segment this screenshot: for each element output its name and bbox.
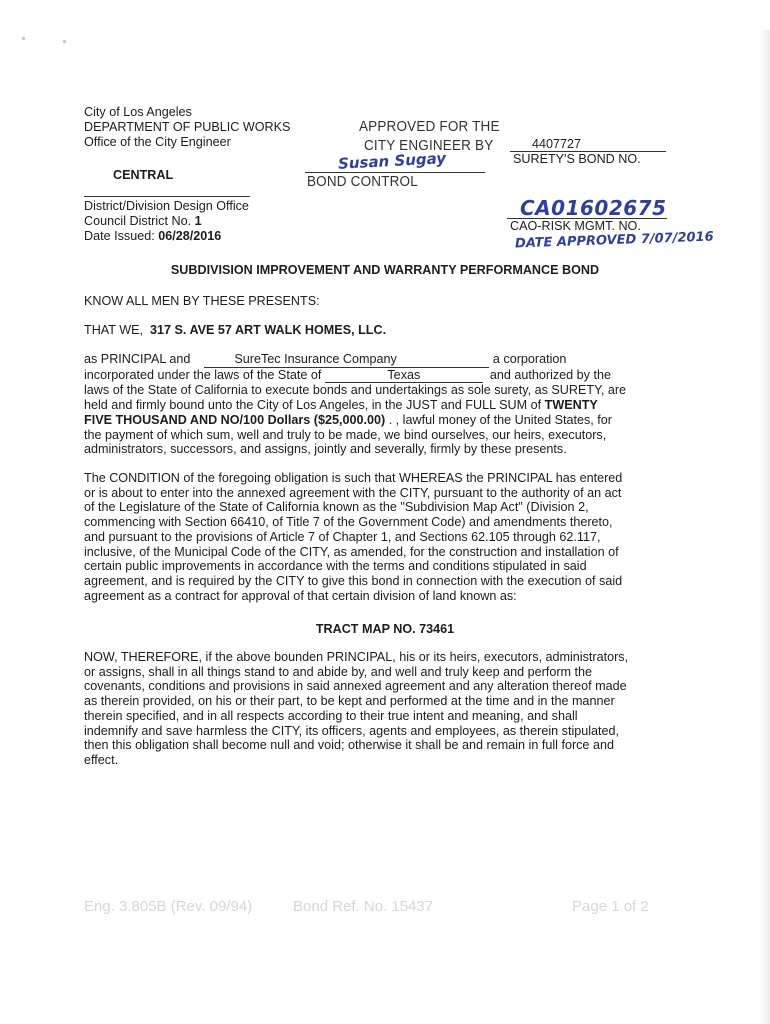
- p2-line: The CONDITION of the foregoing obligation is such that WHEREAS the PRINCIPAL has entered: [84, 471, 623, 485]
- cao-number-handwritten: CA01602675: [520, 196, 667, 220]
- p3-line: indemnify and save harmless the CITY, its officers, agents and employees, as therein stipulated,: [84, 723, 620, 738]
- p2-line: certain public improvements in accordance with the terms and conditions stipulated in said: [84, 559, 587, 574]
- approval-stamp-line3: BOND CONTROL: [307, 173, 418, 190]
- district-underline: [84, 196, 250, 197]
- date-issued-label: Date Issued:: [84, 229, 155, 243]
- principal-name: 317 S. AVE 57 ART WALK HOMES, LLC.: [150, 323, 387, 337]
- p1-line3: laws of the State of California to execute bonds and undertakings as sole surety, as SURETY, are: [84, 383, 627, 398]
- department-name: DEPARTMENT OF PUBLIC WORKS: [84, 120, 291, 134]
- date-issued-value: 06/28/2016: [158, 229, 222, 243]
- p1-line2-b: and authorized by the: [489, 367, 611, 382]
- surety-bond-number: 4407727: [532, 137, 582, 151]
- design-office-label: District/Division Design Office: [84, 199, 249, 213]
- tract-map-number: TRACT MAP NO. 73461: [315, 622, 455, 636]
- scan-speck: [63, 40, 66, 43]
- p3-line: therein specified, and in all respects according to their true intent and meaning, and shall: [84, 708, 578, 723]
- intro-text: KNOW ALL MEN BY THESE PRESENTS:: [84, 294, 320, 308]
- council-district: [84, 214, 202, 229]
- p1-line6: the payment of which sum, well and truly to be made, we bind ourselves, our heirs, executors,: [84, 427, 607, 442]
- approval-stamp-line2: CITY ENGINEER BY: [364, 137, 494, 154]
- bond-reference: Bond Ref. No. 15437: [293, 898, 434, 915]
- p2-line: or is about to enter into the annexed agreement with the CITY, pursuant to the authority of an act: [84, 485, 622, 500]
- city-name: City of Los Angeles: [84, 105, 192, 119]
- p2-line: agreement as a contract for approval of that certain division of land known as:: [84, 588, 517, 603]
- p1-line1-a: as PRINCIPAL and: [84, 352, 191, 366]
- p3-line: then this obligation shall become null and void; otherwise it shall be and remain in full force and: [84, 738, 614, 753]
- p1-line4-b: TWENTY: [544, 398, 598, 413]
- p1-line5-b: . , lawful money of the United States, for: [388, 412, 612, 427]
- p1-line7: administrators, successors, and assigns, jointly and severally, firmly by these presents.: [84, 442, 567, 457]
- paragraph-therefore: [84, 650, 684, 768]
- scan-edge-shadow: [758, 30, 770, 1024]
- form-number: Eng. 3.805B (Rev. 09/94): [84, 898, 253, 915]
- p2-line: of the Legislature of the State of California known as the "Subdivision Map Act" (Division 2,: [84, 500, 589, 515]
- cao-risk-label: CAO-RISK MGMT. NO.: [510, 219, 641, 233]
- office-name: Office of the City Engineer: [84, 135, 231, 149]
- approval-stamp-line1: APPROVED FOR THE: [359, 118, 500, 135]
- p3-line: or assigns, shall in all things stand to and abide by, and well and truly keep and perform the: [84, 664, 593, 679]
- p2-line: and pursuant to the provisions of Article 7 of Chapter 1, and Sections 62.105 through 62.117,: [84, 529, 601, 544]
- state-field: Texas: [325, 368, 483, 384]
- p3-line: covenants, conditions and provisions in said annexed agreement and any alteration thereof made: [84, 679, 627, 694]
- p1-line1-b: a corporation: [492, 352, 567, 366]
- bond-amount: FIVE THOUSAND AND NO/100 Dollars ($25,000.00): [84, 412, 386, 427]
- p2-line: agreement, and is required by the CITY to give this bond in connection with the execution of said: [84, 573, 623, 588]
- that-we-label: THAT WE,: [84, 323, 144, 337]
- p1-line2-a: incorporated under the laws of the State of: [84, 367, 322, 382]
- council-district-label: Council District No.: [84, 214, 192, 228]
- p2-line: inclusive, of the Municipal Code of the CITY, as amended, for the construction and installation of: [84, 544, 619, 559]
- p1-line4-a: held and firmly bound unto the City of Los Angeles, in the JUST and FULL SUM of: [84, 398, 542, 413]
- surety-bond-label: SURETY'S BOND NO.: [513, 152, 641, 166]
- document-title: SUBDIVISION IMPROVEMENT AND WARRANTY PERFORMANCE BOND: [170, 263, 600, 277]
- date-issued: [84, 229, 221, 244]
- p2-line: commencing with Section 66410, of Title 7 of the Government Code) and amendments thereto,: [84, 515, 613, 530]
- p3-line: as therein provided, on his or their part, to be kept and performed at the time and in the manner: [84, 694, 615, 709]
- council-district-value: 1: [194, 214, 202, 228]
- p3-line: effect.: [84, 752, 119, 767]
- scan-speck: [22, 37, 25, 40]
- district-label: CENTRAL: [113, 168, 174, 182]
- date-approved-handwritten: DATE APPROVED 7/07/2016: [514, 229, 714, 252]
- approver-signature: Susan Sugay: [337, 149, 447, 173]
- paragraph-binding: [84, 352, 684, 457]
- that-we-line: [84, 323, 386, 338]
- surety-company-field: SureTec Insurance Company: [204, 352, 489, 368]
- page-number: Page 1 of 2: [572, 898, 649, 915]
- paragraph-condition: [84, 471, 684, 603]
- p3-line: NOW, THEREFORE, if the above bounden PRINCIPAL, his or its heirs, executors, administrators,: [84, 650, 629, 664]
